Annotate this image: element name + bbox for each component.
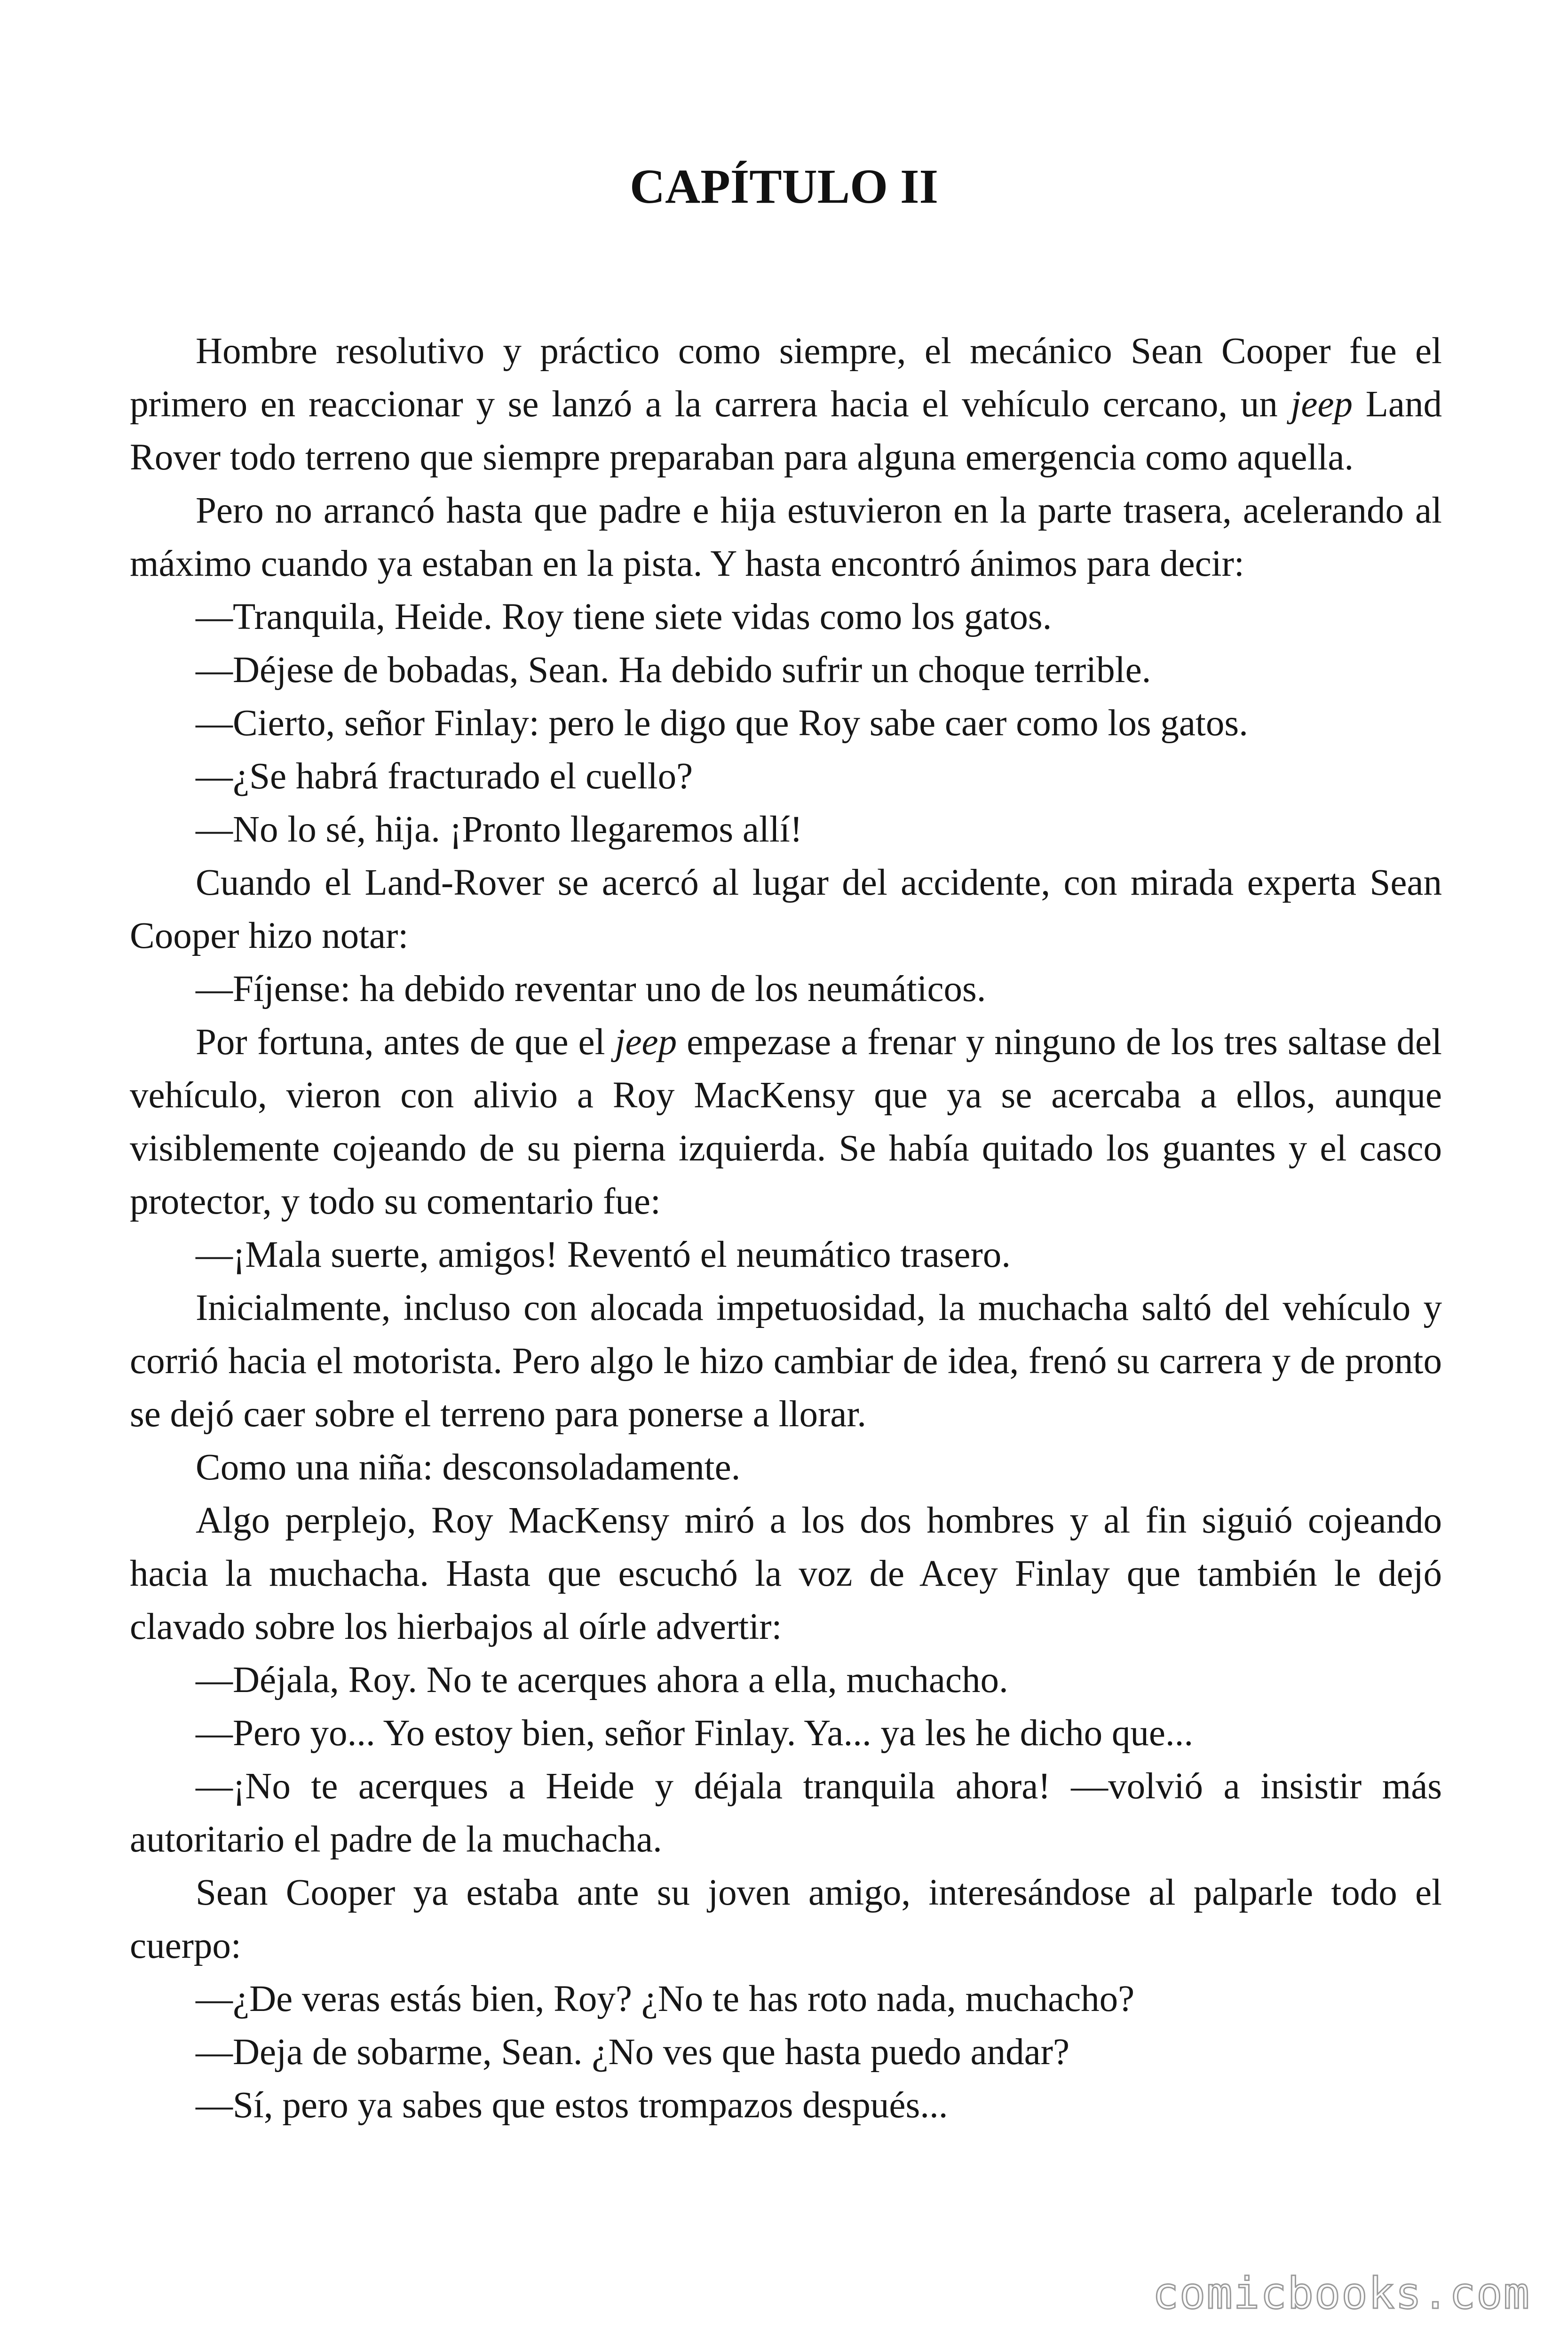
dialogue-line: —¡No te acerques a Heide y déjala tranquila ahora! —volvió a insistir más autoritario el padre de la muchacha. — [130, 1766, 1442, 1860]
dialogue-line: —¿De veras estás bien, Roy? ¿No te has roto nada, muchacho? — [196, 1979, 1135, 2019]
italic-word: jeep — [615, 1022, 677, 1063]
italic-word: jeep — [1291, 384, 1353, 425]
dialogue-line: —Fíjense: ha debido reventar uno de los neumáticos. — [196, 969, 986, 1009]
dialogue-line: —Deja de sobarme, Sean. ¿No ves que hasta puedo andar? — [196, 2032, 1070, 2073]
dialogue-line: —Pero yo... Yo estoy bien, señor Finlay. Ya... ya les he dicho que... — [196, 1713, 1194, 1754]
watermark-logo: comicbooks.com — [1152, 2268, 1530, 2319]
dialogue-line: —Déjala, Roy. No te acerques ahora a ella, muchacho. — [196, 1660, 1008, 1700]
paragraph: Cuando el Land-Rover se acercó al lugar del accidente, con mirada experta Sean Cooper hizo notar: — [130, 862, 1442, 956]
dialogue-line: —Tranquila, Heide. Roy tiene siete vidas como los gatos. — [196, 596, 1052, 637]
dialogue-line: —No lo sé, hija. ¡Pronto llegaremos allí! — [196, 809, 803, 850]
paragraph: Sean Cooper ya estaba ante su joven amigo, interesándose al palparle todo el cuerpo: — [130, 1872, 1442, 1966]
chapter-body — [130, 325, 1442, 2132]
dialogue-line: —¡Mala suerte, amigos! Reventó el neumático trasero. — [196, 1234, 1011, 1275]
dialogue-line: —Sí, pero ya sabes que estos trompazos después... — [196, 2085, 948, 2126]
paragraph: Algo perplejo, Roy MacKensy miró a los dos hombres y al fin siguió cojeando hacia la muchacha. Hasta que escuchó la voz de Acey Finlay que también le dejó clavado sobre los hierbajos al oírle advertir: — [130, 1500, 1442, 1647]
paragraph: Pero no arrancó hasta que padre e hija estuvieron en la parte trasera, acelerando al máximo cuando ya estaban en la pista. Y hasta encontró ánimos para decir: — [130, 490, 1442, 584]
dialogue-line: —¿Se habrá fracturado el cuello? — [196, 756, 693, 797]
paragraph: Por fortuna, antes de que el jeep empezase a frenar y ninguno de los tres saltase del vehículo, vieron con alivio a Roy MacKensy que ya se acercaba a ellos, aunque visiblemente cojeando de su pierna izquierda. Se había quitado los guantes y el casco protector, y todo su comentario fue: — [130, 1022, 1442, 1222]
paragraph: Como una niña: desconsoladamente. — [196, 1447, 741, 1488]
dialogue-line: —Cierto, señor Finlay: pero le digo que Roy sabe caer como los gatos. — [196, 703, 1248, 744]
paragraph: Inicialmente, incluso con alocada impetuosidad, la muchacha saltó del vehículo y corrió hacia el motorista. Pero algo le hizo cambiar de idea, frenó su carrera y de pronto se dejó caer sobre el terreno para ponerse a llorar. — [130, 1287, 1442, 1435]
dialogue-line: —Déjese de bobadas, Sean. Ha debido sufrir un choque terrible. — [196, 650, 1151, 691]
chapter-title: CAPÍTULO II — [630, 159, 938, 214]
paragraph: Hombre resolutivo y práctico como siempre, el mecánico Sean Cooper fue el primero en reaccionar y se lanzó a la carrera hacia el vehículo cercano, un jeep Land Rover todo terreno que siempre preparaban para alguna emergencia como aquella. — [130, 331, 1442, 478]
